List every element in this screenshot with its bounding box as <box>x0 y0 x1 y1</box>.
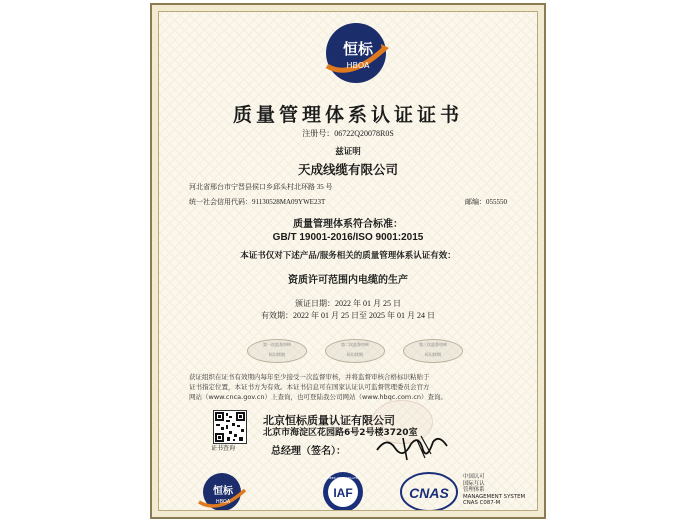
validity-period: 有效期：2022 年 01 月 25 日至 2025 年 01 月 24 日 <box>261 311 435 320</box>
surveillance-box-3 <box>403 339 463 363</box>
cnas-line: 国际互认 <box>463 480 485 487</box>
general-manager-label: 总经理（签名）： <box>271 446 346 457</box>
scope-heading: 本证书仅对下述产品/服务相关的质量管理体系认证有效： <box>240 251 456 261</box>
svg-text:恒标: 恒标 <box>342 40 374 58</box>
surveillance-box-sublabel: 标识续期 <box>425 352 441 357</box>
qr-code-label: 证书查询 <box>211 445 236 452</box>
svg-text:MEMBER OF MULTILATERAL: MEMBER OF MULTILATERAL <box>322 476 364 480</box>
certificate-frame <box>150 3 546 519</box>
surveillance-box-1 <box>247 339 307 363</box>
qr-code-icon[interactable] <box>213 410 247 444</box>
validity-note-line: 证书指定位置，本证书方为有效。本证书信息可在国家认证认可监督管理委员会官方 <box>189 383 430 391</box>
cnas-logo-icon <box>399 470 459 511</box>
registration-number: 注册号：06722Q20078R0S <box>302 129 394 138</box>
surveillance-box-sublabel: 标识续期 <box>269 352 285 357</box>
issuer-name: 北京恒标质量认证有限公司 <box>263 414 395 427</box>
company-address: 河北省邢台市宁晋县侯口乡邱头村北环路 35 号 <box>189 183 333 191</box>
cnas-line: 管理体系 <box>463 487 485 494</box>
surveillance-box-sublabel: 标识续期 <box>347 352 363 357</box>
credit-code: 统一社会信用代码：91130528MA09YWE23T <box>189 198 326 206</box>
svg-text:恒标: 恒标 <box>213 486 233 497</box>
cnas-line: CNAS C087-M <box>463 500 501 507</box>
issue-date: 颁证日期：2022 年 01 月 25 日 <box>295 299 401 308</box>
validity-note-line: 网站（www.cnca.gov.cn）上查询，也可登陆我公司网站（www.hbqc.com.cn）查询。 <box>189 393 448 401</box>
cnas-line: MANAGEMENT SYSTEM <box>463 493 526 500</box>
svg-text:CNAS: CNAS <box>409 485 449 501</box>
surveillance-box-label: 第二次监督审核 <box>341 342 369 347</box>
standard-value: GB/T 19001-2016/ISO 9001:2015 <box>272 232 424 243</box>
hengbiao-logo-icon <box>321 18 391 88</box>
cnas-accreditation-text <box>463 474 538 507</box>
svg-text:HBOA: HBOA <box>346 61 370 70</box>
signature-icon <box>373 430 453 464</box>
validity-note-line: 获证组织在证书有效期内每年至少接受一次监督审核，并将监督审核合格标识粘贴于 <box>189 373 430 381</box>
certificate-body <box>158 11 538 511</box>
certificate-title: 质量管理体系认证证书 <box>232 104 463 126</box>
issuer-address: 北京市海淀区花园路6号2号楼3720室 <box>263 428 418 438</box>
iaf-logo-icon <box>317 470 369 511</box>
surveillance-box-2 <box>325 339 385 363</box>
svg-text:IAF: IAF <box>333 486 353 500</box>
proves-label: 兹证明 <box>335 147 361 157</box>
surveillance-box-label: 第一次监督审核 <box>263 342 291 347</box>
postcode: 邮编：055550 <box>465 198 507 206</box>
scope-value: 资质许可范围内电缆的生产 <box>288 275 408 286</box>
cnas-line: 中国认可 <box>463 474 485 480</box>
company-name: 天成线缆有限公司 <box>297 162 398 177</box>
hengbiao-small-logo-icon <box>187 470 257 511</box>
svg-text:HBOA: HBOA <box>215 499 231 505</box>
surveillance-box-label: 第三次监督审核 <box>419 342 447 347</box>
standard-heading: 质量管理体系符合标准： <box>293 219 403 230</box>
